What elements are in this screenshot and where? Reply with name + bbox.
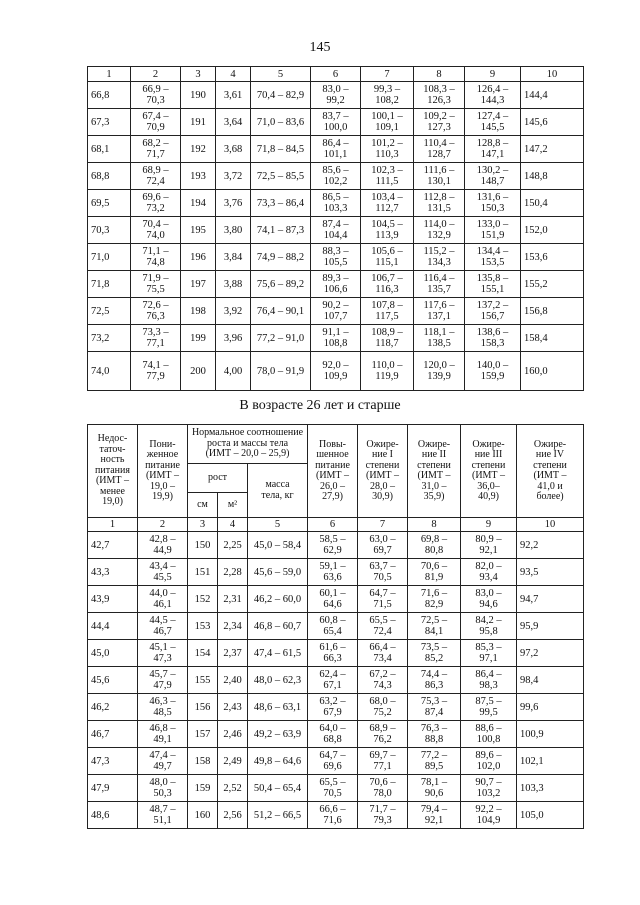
table-cell: 75,3 – 87,4 (408, 694, 461, 721)
table-cell: 118,1 – 138,5 (414, 325, 465, 352)
table-cell: 130,2 – 148,7 (465, 163, 521, 190)
table-cell: 115,2 – 134,3 (414, 244, 465, 271)
table-cell: 71,0 – 83,6 (251, 109, 311, 136)
table-cell: 150,4 (521, 190, 584, 217)
table-cell: 109,2 – 127,3 (414, 109, 465, 136)
table-cell: 2,52 (218, 775, 248, 802)
table-cell: 46,7 (88, 721, 138, 748)
header-body-mass: масса тела, кг (248, 464, 308, 518)
table-cell: 74,0 (88, 352, 131, 391)
table-cell: 140,0 – 159,9 (465, 352, 521, 391)
table-cell: 101,2 – 110,3 (361, 136, 414, 163)
table-cell: 199 (181, 325, 216, 352)
table-cell: 158,4 (521, 325, 584, 352)
table-cell: 111,6 – 130,1 (414, 163, 465, 190)
table-cell: 74,9 – 88,2 (251, 244, 311, 271)
section-heading: В возрасте 26 лет и старше (239, 398, 401, 413)
header-height-m2: м² (218, 493, 248, 518)
table-cell: 46,3 – 48,5 (138, 694, 188, 721)
header-undernutrition: Недос- таточ- ность питания (ИМТ – менее 19,0) (88, 425, 138, 518)
table-cell: 46,8 – 60,7 (248, 613, 308, 640)
table-cell: 108,9 – 118,7 (361, 325, 414, 352)
table-cell: 66,9 – 70,3 (131, 82, 181, 109)
table-cell: 73,5 – 85,2 (408, 640, 461, 667)
table-cell: 63,7 – 70,5 (358, 559, 408, 586)
table-cell: 48,0 – 62,3 (248, 667, 308, 694)
table-cell: 71,6 – 82,9 (408, 586, 461, 613)
column-number: 2 (138, 518, 188, 532)
table-cell: 63,0 – 69,7 (358, 532, 408, 559)
table-cell: 3,61 (216, 82, 251, 109)
table-cell: 44,4 (88, 613, 138, 640)
table-row (88, 613, 584, 640)
table-cell: 65,5 – 72,4 (358, 613, 408, 640)
table-cell: 45,0 (88, 640, 138, 667)
table-row (88, 559, 584, 586)
table-cell: 70,3 (88, 217, 131, 244)
table-cell: 152,0 (521, 217, 584, 244)
table-cell: 69,7 – 77,1 (358, 748, 408, 775)
table-cell: 126,4 – 144,3 (465, 82, 521, 109)
table-cell: 72,5 (88, 298, 131, 325)
table-cell: 3,84 (216, 244, 251, 271)
table-cell: 3,96 (216, 325, 251, 352)
table-cell: 77,2 – 91,0 (251, 325, 311, 352)
table-cell: 59,1 – 63,6 (308, 559, 358, 586)
table-cell: 71,7 – 79,3 (358, 802, 408, 829)
table-cell: 103,3 (517, 775, 584, 802)
table-cell: 156,8 (521, 298, 584, 325)
table-cell: 88,6 – 100,8 (461, 721, 517, 748)
table-cell: 48,7 – 51,1 (138, 802, 188, 829)
table-cell: 48,6 – 63,1 (248, 694, 308, 721)
table-cell: 194 (181, 190, 216, 217)
table-cell: 46,2 – 60,0 (248, 586, 308, 613)
table-cell: 49,2 – 63,9 (248, 721, 308, 748)
column-number: 1 (88, 67, 131, 82)
table-cell: 86,5 – 103,3 (311, 190, 361, 217)
table-cell: 2,37 (218, 640, 248, 667)
table-cell: 68,9 – 72,4 (131, 163, 181, 190)
page-number: 145 (309, 40, 331, 55)
table-cell: 102,3 – 111,5 (361, 163, 414, 190)
table-row (88, 748, 584, 775)
table-cell: 99,3 – 108,2 (361, 82, 414, 109)
table-cell: 191 (181, 109, 216, 136)
header-normal-ratio: Нормальное соотношение роста и массы тела (ИМТ – 20,0 – 25,9) (188, 425, 308, 464)
table-cell: 72,5 – 85,5 (251, 163, 311, 190)
column-number: 9 (461, 518, 517, 532)
table-cell: 45,6 – 59,0 (248, 559, 308, 586)
table-cell: 92,2 – 104,9 (461, 802, 517, 829)
table-cell: 2,31 (218, 586, 248, 613)
table-cell: 87,4 – 104,4 (311, 217, 361, 244)
column-number: 6 (311, 67, 361, 82)
table-cell: 105,6 – 115,1 (361, 244, 414, 271)
table-cell: 3,68 (216, 136, 251, 163)
table-cell: 155 (188, 667, 218, 694)
table-cell: 45,0 – 58,4 (248, 532, 308, 559)
table-cell: 106,7 – 116,3 (361, 271, 414, 298)
column-number: 9 (465, 67, 521, 82)
table-cell: 71,0 (88, 244, 131, 271)
header-height: рост (188, 464, 248, 493)
column-number: 1 (88, 518, 138, 532)
table-cell: 3,76 (216, 190, 251, 217)
header-obesity-3: Ожире- ние III степени (ИМТ – 36,0– 40,9) (461, 425, 517, 518)
table-cell: 78,0 – 91,9 (251, 352, 311, 391)
table-cell: 62,4 – 67,1 (308, 667, 358, 694)
table-cell: 72,5 – 84,1 (408, 613, 461, 640)
table-cell: 160 (188, 802, 218, 829)
header-increased-nutrition: Повы- шенное питание (ИМТ – 26,0 – 27,9) (308, 425, 358, 518)
table-cell: 51,2 – 66,5 (248, 802, 308, 829)
table-cell: 65,5 – 70,5 (308, 775, 358, 802)
table-cell: 153,6 (521, 244, 584, 271)
column-number: 5 (251, 67, 311, 82)
table-cell: 144,4 (521, 82, 584, 109)
table-cell: 2,40 (218, 667, 248, 694)
table-cell: 43,4 – 45,5 (138, 559, 188, 586)
table-cell: 100,1 – 109,1 (361, 109, 414, 136)
table-cell: 83,0 – 99,2 (311, 82, 361, 109)
table-cell: 190 (181, 82, 216, 109)
table-cell: 2,34 (218, 613, 248, 640)
table-cell: 147,2 (521, 136, 584, 163)
table-cell: 67,2 – 74,3 (358, 667, 408, 694)
table-cell: 110,0 – 119,9 (361, 352, 414, 391)
table-cell: 66,8 (88, 82, 131, 109)
table-cell: 60,1 – 64,6 (308, 586, 358, 613)
table-cell: 87,5 – 99,5 (461, 694, 517, 721)
table-row (88, 721, 584, 748)
table-row (88, 82, 584, 109)
table-cell: 80,9 – 92,1 (461, 532, 517, 559)
table-cell: 151 (188, 559, 218, 586)
column-number: 4 (218, 518, 248, 532)
table-cell: 74,1 – 87,3 (251, 217, 311, 244)
table-cell: 71,8 – 84,5 (251, 136, 311, 163)
table-cell: 44,0 – 46,1 (138, 586, 188, 613)
table-cell: 76,4 – 90,1 (251, 298, 311, 325)
table-cell: 97,2 (517, 640, 584, 667)
table-cell: 192 (181, 136, 216, 163)
table-cell: 116,4 – 135,7 (414, 271, 465, 298)
table-cell: 68,0 – 75,2 (358, 694, 408, 721)
table-cell: 46,8 – 49,1 (138, 721, 188, 748)
column-number: 7 (361, 67, 414, 82)
table-row (88, 325, 584, 352)
table-cell: 102,1 (517, 748, 584, 775)
table-cell: 100,9 (517, 721, 584, 748)
header-obesity-1: Ожире- ние I степени (ИМТ – 28,0 – 30,9) (358, 425, 408, 518)
table-cell: 83,7 – 100,0 (311, 109, 361, 136)
table-cell: 150 (188, 532, 218, 559)
table-cell: 45,1 – 47,3 (138, 640, 188, 667)
table-row (88, 802, 584, 829)
table-cell: 76,3 – 88,8 (408, 721, 461, 748)
column-number: 6 (308, 518, 358, 532)
table-cell: 3,92 (216, 298, 251, 325)
table-cell: 61,6 – 66,3 (308, 640, 358, 667)
table-cell: 193 (181, 163, 216, 190)
table-row (88, 190, 584, 217)
table-cell: 66,6 – 71,6 (308, 802, 358, 829)
table-row (88, 271, 584, 298)
table-cell: 64,0 – 68,8 (308, 721, 358, 748)
table-cell: 85,6 – 102,2 (311, 163, 361, 190)
table-cell: 154 (188, 640, 218, 667)
table-cell: 3,64 (216, 109, 251, 136)
table-cell: 66,4 – 73,4 (358, 640, 408, 667)
column-number: 4 (216, 67, 251, 82)
table-cell: 94,7 (517, 586, 584, 613)
column-number: 8 (414, 67, 465, 82)
bmi-table-26-plus (87, 424, 584, 829)
table-cell: 70,6 – 78,0 (358, 775, 408, 802)
column-number: 3 (181, 67, 216, 82)
table-cell: 71,1 – 74,8 (131, 244, 181, 271)
table-cell: 67,3 (88, 109, 131, 136)
table-cell: 104,5 – 113,9 (361, 217, 414, 244)
column-number: 2 (131, 67, 181, 82)
table-cell: 69,8 – 80,8 (408, 532, 461, 559)
table-cell: 67,4 – 70,9 (131, 109, 181, 136)
table-cell: 2,43 (218, 694, 248, 721)
table-cell: 2,56 (218, 802, 248, 829)
table-cell: 89,3 – 106,6 (311, 271, 361, 298)
table-cell: 84,2 – 95,8 (461, 613, 517, 640)
table-cell: 46,2 (88, 694, 138, 721)
header-obesity-4: Ожире- ние IV степени (ИМТ – 41,0 и более) (517, 425, 584, 518)
table-cell: 73,2 (88, 325, 131, 352)
table-cell: 155,2 (521, 271, 584, 298)
table-cell: 86,4 – 101,1 (311, 136, 361, 163)
table-cell: 157 (188, 721, 218, 748)
table-cell: 158 (188, 748, 218, 775)
table-cell: 156 (188, 694, 218, 721)
table-cell: 3,72 (216, 163, 251, 190)
table-cell: 134,4 – 153,5 (465, 244, 521, 271)
table-cell: 128,8 – 147,1 (465, 136, 521, 163)
table-row (88, 136, 584, 163)
table-cell: 99,6 (517, 694, 584, 721)
table-cell: 70,4 – 74,0 (131, 217, 181, 244)
table-cell: 83,0 – 94,6 (461, 586, 517, 613)
table-cell: 74,4 – 86,3 (408, 667, 461, 694)
table-cell: 112,8 – 131,5 (414, 190, 465, 217)
table-cell: 196 (181, 244, 216, 271)
table-cell: 148,8 (521, 163, 584, 190)
table-cell: 68,2 – 71,7 (131, 136, 181, 163)
table-cell: 103,4 – 112,7 (361, 190, 414, 217)
table-row (88, 352, 584, 391)
table-cell: 95,9 (517, 613, 584, 640)
table-cell: 68,1 (88, 136, 131, 163)
table-cell: 91,1 – 108,8 (311, 325, 361, 352)
column-number: 3 (188, 518, 218, 532)
table-row (88, 694, 584, 721)
column-number-row (88, 67, 584, 82)
table-cell: 195 (181, 217, 216, 244)
table-row (88, 298, 584, 325)
table-cell: 145,6 (521, 109, 584, 136)
column-number: 8 (408, 518, 461, 532)
table-cell: 92,2 (517, 532, 584, 559)
table-row (88, 586, 584, 613)
table-cell: 107,8 – 117,5 (361, 298, 414, 325)
table-cell: 114,0 – 132,9 (414, 217, 465, 244)
table-cell: 63,2 – 67,9 (308, 694, 358, 721)
table-row (88, 532, 584, 559)
table-cell: 3,88 (216, 271, 251, 298)
table-cell: 152 (188, 586, 218, 613)
table-cell: 77,2 – 89,5 (408, 748, 461, 775)
table-cell: 50,4 – 65,4 (248, 775, 308, 802)
header-obesity-2: Ожире- ние II степени (ИМТ – 31,0 – 35,9) (408, 425, 461, 518)
table-cell: 74,1 – 77,9 (131, 352, 181, 391)
table-cell: 68,9 – 76,2 (358, 721, 408, 748)
table-cell: 48,6 (88, 802, 138, 829)
table-cell: 90,2 – 107,7 (311, 298, 361, 325)
table-row (88, 244, 584, 271)
table-cell: 47,4 – 49,7 (138, 748, 188, 775)
table-cell: 133,0 – 151,9 (465, 217, 521, 244)
table-cell: 137,2 – 156,7 (465, 298, 521, 325)
header-height-cm: см (188, 493, 218, 518)
header-reduced-nutrition: Пони- женное питание (ИМТ – 19,0 – 19,9) (138, 425, 188, 518)
column-number-row (88, 518, 584, 532)
table-cell: 42,7 (88, 532, 138, 559)
table-cell: 73,3 – 86,4 (251, 190, 311, 217)
table-cell: 47,3 (88, 748, 138, 775)
table-cell: 73,3 – 77,1 (131, 325, 181, 352)
column-number: 5 (248, 518, 308, 532)
table-cell: 47,4 – 61,5 (248, 640, 308, 667)
table-cell: 43,3 (88, 559, 138, 586)
table-cell: 4,00 (216, 352, 251, 391)
table-cell: 71,8 (88, 271, 131, 298)
table-row (88, 667, 584, 694)
bmi-table-continued (87, 66, 584, 391)
table-cell: 90,7 – 103,2 (461, 775, 517, 802)
table-cell: 42,8 – 44,9 (138, 532, 188, 559)
column-number: 10 (517, 518, 584, 532)
table-row (88, 163, 584, 190)
table-cell: 98,4 (517, 667, 584, 694)
table-cell: 127,4 – 145,5 (465, 109, 521, 136)
table-cell: 110,4 – 128,7 (414, 136, 465, 163)
table-cell: 159 (188, 775, 218, 802)
table-cell: 160,0 (521, 352, 584, 391)
table-cell: 69,5 (88, 190, 131, 217)
table-cell: 75,6 – 89,2 (251, 271, 311, 298)
table-cell: 71,9 – 75,5 (131, 271, 181, 298)
column-number: 7 (358, 518, 408, 532)
table-cell: 45,6 (88, 667, 138, 694)
table-cell: 135,8 – 155,1 (465, 271, 521, 298)
table-cell: 105,0 (517, 802, 584, 829)
table-cell: 49,8 – 64,6 (248, 748, 308, 775)
table-cell: 43,9 (88, 586, 138, 613)
table-cell: 117,6 – 137,1 (414, 298, 465, 325)
table-row (88, 217, 584, 244)
table-cell: 120,0 – 139,9 (414, 352, 465, 391)
table-row (88, 109, 584, 136)
table-cell: 85,3 – 97,1 (461, 640, 517, 667)
table-cell: 2,28 (218, 559, 248, 586)
table-cell: 108,3 – 126,3 (414, 82, 465, 109)
table-cell: 69,6 – 73,2 (131, 190, 181, 217)
table-cell: 197 (181, 271, 216, 298)
table-cell: 153 (188, 613, 218, 640)
table-cell: 64,7 – 69,6 (308, 748, 358, 775)
table-cell: 70,6 – 81,9 (408, 559, 461, 586)
table-cell: 79,4 – 92,1 (408, 802, 461, 829)
table-row (88, 640, 584, 667)
table-cell: 72,6 – 76,3 (131, 298, 181, 325)
table-cell: 198 (181, 298, 216, 325)
table-cell: 88,3 – 105,5 (311, 244, 361, 271)
table-cell: 200 (181, 352, 216, 391)
table-cell: 64,7 – 71,5 (358, 586, 408, 613)
table-cell: 58,5 – 62,9 (308, 532, 358, 559)
column-number: 10 (521, 67, 584, 82)
table-cell: 86,4 – 98,3 (461, 667, 517, 694)
table-cell: 78,1 – 90,6 (408, 775, 461, 802)
table-cell: 3,80 (216, 217, 251, 244)
table-cell: 44,5 – 46,7 (138, 613, 188, 640)
table-cell: 93,5 (517, 559, 584, 586)
table-cell: 2,46 (218, 721, 248, 748)
table-cell: 2,49 (218, 748, 248, 775)
table-row (88, 775, 584, 802)
table-cell: 47,9 (88, 775, 138, 802)
table-cell: 131,6 – 150,3 (465, 190, 521, 217)
table-cell: 2,25 (218, 532, 248, 559)
table-cell: 89,6 – 102,0 (461, 748, 517, 775)
table-cell: 48,0 – 50,3 (138, 775, 188, 802)
table-cell: 82,0 – 93,4 (461, 559, 517, 586)
table-cell: 92,0 – 109,9 (311, 352, 361, 391)
table-cell: 68,8 (88, 163, 131, 190)
table-cell: 70,4 – 82,9 (251, 82, 311, 109)
table-cell: 45,7 – 47,9 (138, 667, 188, 694)
table-cell: 138,6 – 158,3 (465, 325, 521, 352)
table-cell: 60,8 – 65,4 (308, 613, 358, 640)
